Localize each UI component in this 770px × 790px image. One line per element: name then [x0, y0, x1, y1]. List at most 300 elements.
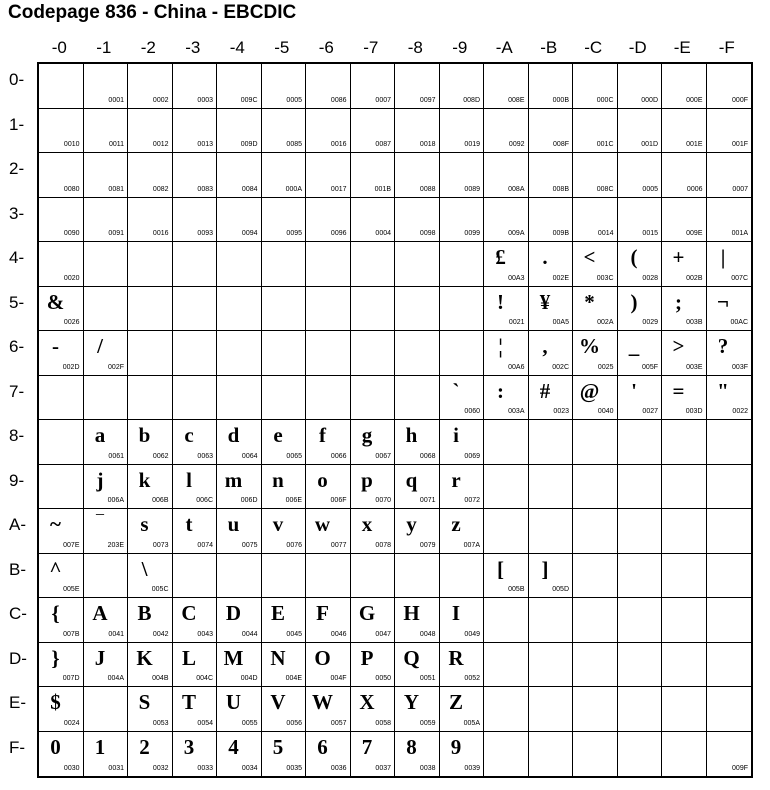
- code-cell: [662, 643, 707, 688]
- cell-glyph: Z: [448, 690, 463, 714]
- cell-unicode-code: 0052: [464, 675, 480, 682]
- code-cell: [128, 420, 173, 465]
- column-header: -B: [540, 38, 558, 57]
- cell-unicode-code: 008B: [552, 185, 569, 193]
- cell-unicode-code: 0073: [152, 541, 169, 549]
- cell-glyph: 5: [272, 734, 284, 759]
- cell-unicode-code: 0049: [464, 630, 480, 638]
- code-cell: [618, 153, 663, 198]
- code-cell: [529, 509, 574, 554]
- cell-glyph: %: [579, 334, 600, 358]
- code-cell: [707, 331, 752, 376]
- cell-unicode-code: 0089: [464, 185, 480, 193]
- code-cell: [707, 287, 752, 332]
- cell-unicode-code: 0096: [330, 230, 347, 237]
- cell-unicode-code: 0065: [286, 452, 302, 460]
- cell-glyph: Y: [403, 690, 420, 714]
- cell-unicode-code: 0019: [464, 141, 480, 148]
- code-cell: [39, 287, 84, 332]
- cell-unicode-code: 0086: [330, 96, 347, 104]
- cell-unicode-code: 0084: [241, 185, 258, 193]
- code-cell: [662, 598, 707, 643]
- code-cell: [484, 732, 529, 777]
- column-header: -2: [140, 38, 156, 57]
- cell-unicode-code: 0047: [375, 630, 391, 638]
- cell-glyph: W: [312, 690, 333, 714]
- cell-unicode-code: 0045: [286, 630, 302, 638]
- column-header: -F: [718, 38, 735, 57]
- cell-glyph: y: [406, 512, 417, 536]
- code-cell: [173, 732, 218, 777]
- code-cell: [217, 331, 262, 376]
- code-cell: [128, 64, 173, 109]
- code-cell: [529, 331, 574, 376]
- column-header: -1: [96, 38, 112, 57]
- code-cell: [440, 198, 485, 243]
- cell-unicode-code: 0039: [464, 765, 480, 772]
- cell-glyph: 6: [317, 734, 328, 759]
- cell-unicode-code: 0032: [152, 765, 169, 772]
- code-cell: [618, 598, 663, 643]
- code-cell: [618, 64, 663, 109]
- code-cell: [39, 465, 84, 510]
- column-header: -A: [495, 38, 513, 57]
- cell-unicode-code: 005D: [552, 586, 569, 593]
- cell-unicode-code: 009C: [240, 96, 258, 104]
- cell-glyph: -: [52, 334, 59, 358]
- cell-unicode-code: 004F: [330, 675, 347, 682]
- code-cell: [529, 554, 574, 599]
- code-cell: [484, 64, 529, 109]
- cell-unicode-code: 001F: [732, 141, 748, 148]
- code-cell: [128, 109, 173, 154]
- cell-unicode-code: 0057: [330, 719, 347, 727]
- code-cell: [217, 465, 262, 510]
- cell-unicode-code: 0095: [286, 230, 302, 237]
- cell-glyph: h: [405, 423, 418, 447]
- cell-glyph: E: [270, 601, 285, 625]
- code-cell: [395, 153, 440, 198]
- code-cell: [128, 153, 173, 198]
- code-cell: [217, 687, 262, 732]
- code-cell: [84, 376, 129, 421]
- cell-glyph: 0: [50, 734, 61, 759]
- code-cell: [529, 153, 574, 198]
- cell-glyph: t: [185, 512, 193, 536]
- column-header: -C: [584, 38, 603, 57]
- cell-glyph: ¥: [539, 289, 551, 314]
- cell-unicode-code: 0099: [464, 230, 480, 237]
- cell-glyph: ,: [542, 334, 548, 358]
- cell-unicode-code: 003C: [596, 274, 614, 282]
- cell-unicode-code: 008C: [596, 185, 614, 193]
- cell-glyph: f: [319, 423, 326, 447]
- code-cell: [39, 687, 84, 732]
- cell-glyph: `: [452, 378, 460, 403]
- code-cell: [262, 153, 307, 198]
- code-cell: [484, 109, 529, 154]
- cell-glyph: j: [96, 467, 104, 492]
- code-cell: [217, 509, 262, 554]
- code-cell: [306, 687, 351, 732]
- cell-unicode-code: 007B: [63, 630, 80, 638]
- code-cell: [217, 420, 262, 465]
- code-cell: [529, 643, 574, 688]
- cell-glyph: !: [497, 289, 504, 314]
- code-cell: [662, 198, 707, 243]
- code-cell: [484, 554, 529, 599]
- cell-unicode-code: 0076: [286, 541, 302, 549]
- cell-unicode-code: 003B: [686, 319, 703, 326]
- code-cell: [484, 420, 529, 465]
- code-cell: [395, 554, 440, 599]
- code-cell: [39, 598, 84, 643]
- cell-unicode-code: 0024: [63, 719, 80, 727]
- code-cell: [128, 376, 173, 421]
- code-cell: [351, 509, 396, 554]
- code-cell: [306, 509, 351, 554]
- cell-unicode-code: 006D: [240, 497, 258, 504]
- cell-unicode-code: 0034: [241, 765, 258, 772]
- cell-glyph: ?: [717, 334, 729, 358]
- code-cell: [39, 420, 84, 465]
- code-cell: [84, 465, 129, 510]
- cell-unicode-code: 0040: [597, 408, 614, 415]
- cell-glyph: 7: [361, 734, 373, 759]
- code-cell: [306, 198, 351, 243]
- code-cell: [84, 509, 129, 554]
- cell-unicode-code: 0071: [419, 497, 436, 504]
- code-cell: [351, 643, 396, 688]
- code-cell: [707, 242, 752, 287]
- code-cell: [573, 242, 618, 287]
- code-cell: [662, 109, 707, 154]
- code-cell: [262, 420, 307, 465]
- code-cell: [395, 331, 440, 376]
- cell-unicode-code: 0028: [642, 274, 658, 282]
- row-header: 6-: [9, 337, 25, 356]
- cell-unicode-code: 007A: [463, 541, 480, 549]
- cell-unicode-code: 0007: [732, 185, 748, 193]
- code-cell: [39, 509, 84, 554]
- code-cell: [662, 465, 707, 510]
- cell-unicode-code: 0058: [375, 719, 391, 727]
- code-cell: [173, 64, 218, 109]
- code-cell: [262, 554, 307, 599]
- code-cell: [217, 598, 262, 643]
- cell-unicode-code: 0037: [375, 765, 391, 772]
- code-cell: [306, 153, 351, 198]
- code-cell: [173, 109, 218, 154]
- code-cell: [440, 420, 485, 465]
- code-cell: [39, 109, 84, 154]
- code-cell: [262, 287, 307, 332]
- cell-glyph: +: [672, 245, 685, 269]
- cell-glyph: I: [451, 601, 461, 625]
- code-cell: [173, 153, 218, 198]
- column-header: -3: [185, 38, 201, 57]
- code-cell: [351, 242, 396, 287]
- code-cell: [262, 509, 307, 554]
- cell-glyph: p: [361, 467, 373, 492]
- cell-glyph: =: [672, 378, 685, 403]
- cell-unicode-code: 0018: [419, 141, 436, 148]
- cell-unicode-code: 009E: [686, 230, 703, 237]
- cell-glyph: c: [184, 423, 194, 447]
- code-cell: [262, 643, 307, 688]
- row-header: 7-: [9, 381, 25, 401]
- cell-unicode-code: 0080: [63, 185, 80, 193]
- code-cell: [84, 732, 129, 777]
- code-cell: [395, 420, 440, 465]
- cell-unicode-code: 0016: [152, 230, 169, 237]
- cell-unicode-code: 0055: [241, 719, 258, 727]
- code-cell: [662, 509, 707, 554]
- code-cell: [262, 198, 307, 243]
- code-cell: [707, 687, 752, 732]
- cell-glyph: k: [138, 467, 151, 492]
- code-cell: [440, 376, 485, 421]
- cell-glyph: a: [94, 423, 106, 447]
- code-cell: [128, 554, 173, 599]
- code-cell: [484, 153, 529, 198]
- cell-glyph: 4: [228, 734, 239, 759]
- cell-glyph: _: [628, 334, 640, 358]
- cell-unicode-code: 006E: [285, 497, 302, 504]
- cell-unicode-code: 003F: [732, 363, 748, 371]
- cell-glyph: $: [50, 690, 61, 714]
- cell-glyph: q: [405, 467, 418, 492]
- code-cell: [173, 331, 218, 376]
- column-header: -D: [628, 38, 647, 57]
- code-cell: [529, 465, 574, 510]
- code-cell: [351, 331, 396, 376]
- code-cell: [84, 242, 129, 287]
- code-cell: [84, 198, 129, 243]
- cell-unicode-code: 0026: [63, 319, 80, 326]
- cell-unicode-code: 009F: [732, 765, 748, 772]
- cell-unicode-code: 005A: [463, 719, 480, 727]
- cell-unicode-code: 0068: [419, 452, 436, 460]
- code-cell: [440, 554, 485, 599]
- row-header: A-: [9, 515, 26, 534]
- cell-unicode-code: 0022: [732, 408, 748, 415]
- cell-unicode-code: 0014: [597, 230, 614, 237]
- code-cell: [618, 287, 663, 332]
- row-header: 8-: [9, 426, 25, 445]
- code-cell: [440, 153, 485, 198]
- code-cell: [662, 732, 707, 777]
- code-cell: [395, 509, 440, 554]
- column-header: -E: [673, 38, 691, 57]
- cell-unicode-code: 006A: [107, 497, 124, 504]
- code-cell: [306, 554, 351, 599]
- code-cell: [351, 598, 396, 643]
- cell-unicode-code: 0077: [330, 541, 347, 549]
- code-cell: [618, 509, 663, 554]
- cell-glyph: m: [224, 467, 243, 492]
- cell-unicode-code: 002B: [686, 274, 703, 282]
- code-cell: [707, 153, 752, 198]
- row-header: C-: [9, 604, 27, 623]
- cell-unicode-code: 0072: [464, 497, 480, 504]
- cell-glyph: ]: [541, 556, 549, 581]
- code-cell: [217, 732, 262, 777]
- cell-glyph: b: [138, 423, 151, 447]
- column-header: -9: [452, 38, 468, 57]
- code-cell: [39, 198, 84, 243]
- cell-unicode-code: 003A: [508, 408, 525, 415]
- code-cell: [618, 109, 663, 154]
- cell-unicode-code: 0060: [464, 408, 480, 415]
- code-cell: [306, 109, 351, 154]
- cell-unicode-code: 0038: [419, 765, 436, 772]
- cell-unicode-code: 000C: [596, 96, 614, 104]
- cell-glyph: ~: [50, 512, 61, 536]
- code-cell: [395, 198, 440, 243]
- code-cell: [395, 242, 440, 287]
- cell-unicode-code: 009D: [240, 141, 258, 148]
- cell-glyph: 9: [450, 734, 462, 759]
- code-cell: [529, 376, 574, 421]
- cell-unicode-code: 001C: [596, 141, 614, 148]
- code-cell: [351, 109, 396, 154]
- code-cell: [84, 687, 129, 732]
- cell-unicode-code: 0027: [642, 408, 658, 415]
- cell-glyph: P: [360, 645, 374, 670]
- code-cell: [707, 198, 752, 243]
- cell-glyph: n: [272, 467, 284, 492]
- cell-unicode-code: 005B: [508, 586, 525, 593]
- code-cell: [217, 64, 262, 109]
- code-cell: [618, 643, 663, 688]
- code-cell: [351, 732, 396, 777]
- cell-glyph: &: [46, 289, 65, 314]
- code-cell: [707, 643, 752, 688]
- code-cell: [573, 376, 618, 421]
- cell-glyph: *: [584, 289, 595, 314]
- cell-unicode-code: 0090: [63, 230, 80, 237]
- code-cell: [84, 287, 129, 332]
- column-header-row: [37, 38, 749, 58]
- cell-glyph: V: [270, 690, 286, 714]
- code-cell: [217, 287, 262, 332]
- cell-glyph: ¬: [717, 289, 729, 314]
- code-cell: [306, 376, 351, 421]
- code-cell: [39, 242, 84, 287]
- code-cell: [484, 687, 529, 732]
- cell-unicode-code: 0042: [152, 630, 169, 638]
- cell-unicode-code: 004E: [285, 675, 302, 682]
- cell-unicode-code: 001A: [731, 230, 748, 237]
- cell-unicode-code: 008D: [463, 96, 480, 104]
- code-cell: [306, 64, 351, 109]
- cell-unicode-code: 0088: [419, 185, 436, 193]
- code-cell: [217, 198, 262, 243]
- code-cell: [662, 331, 707, 376]
- cell-glyph: S: [138, 690, 151, 714]
- cell-glyph: ): [630, 289, 638, 314]
- code-cell: [618, 198, 663, 243]
- code-cell: [440, 732, 485, 777]
- code-cell: [217, 109, 262, 154]
- cell-unicode-code: 0035: [286, 765, 302, 772]
- cell-unicode-code: 0017: [330, 185, 347, 193]
- code-cell: [707, 420, 752, 465]
- code-cell: [573, 198, 618, 243]
- cell-unicode-code: 0048: [419, 630, 436, 638]
- code-cell: [128, 732, 173, 777]
- code-cell: [262, 376, 307, 421]
- cell-unicode-code: 0005: [642, 185, 658, 193]
- cell-glyph: @: [579, 378, 600, 403]
- cell-unicode-code: 006F: [330, 497, 347, 504]
- cell-glyph: B: [137, 601, 152, 625]
- cell-unicode-code: 0078: [375, 541, 391, 549]
- code-cell: [173, 643, 218, 688]
- code-cell: [217, 643, 262, 688]
- cell-unicode-code: 0033: [197, 765, 213, 772]
- cell-glyph: Q: [403, 645, 420, 670]
- page-title: Codepage 836 - China - EBCDIC: [8, 2, 297, 23]
- code-cell: [618, 376, 663, 421]
- cell-unicode-code: 0063: [197, 452, 213, 460]
- cell-unicode-code: 00AC: [730, 319, 748, 326]
- cell-unicode-code: 0046: [330, 630, 347, 638]
- row-header: D-: [9, 648, 27, 668]
- cell-unicode-code: 0091: [108, 230, 124, 237]
- code-cell: [173, 598, 218, 643]
- cell-unicode-code: 0021: [508, 319, 525, 326]
- cell-unicode-code: 0092: [508, 141, 525, 148]
- code-cell: [440, 287, 485, 332]
- code-cell: [39, 376, 84, 421]
- code-cell: [484, 331, 529, 376]
- cell-unicode-code: 0053: [152, 719, 169, 727]
- cell-unicode-code: 0085: [286, 141, 302, 148]
- cell-glyph: D: [225, 601, 242, 625]
- cell-unicode-code: 0029: [642, 319, 658, 326]
- cell-glyph: e: [273, 423, 283, 447]
- code-cell: [573, 732, 618, 777]
- code-cell: [618, 420, 663, 465]
- cell-unicode-code: 0098: [419, 230, 436, 237]
- cell-unicode-code: 0025: [597, 363, 614, 371]
- column-header: -8: [407, 38, 423, 57]
- cell-unicode-code: 003E: [686, 363, 703, 371]
- code-cell: [84, 331, 129, 376]
- cell-glyph: d: [227, 423, 240, 447]
- row-header: 1-: [9, 114, 25, 134]
- cell-unicode-code: 0012: [152, 141, 169, 148]
- cell-unicode-code: 0056: [286, 719, 302, 727]
- code-cell: [529, 287, 574, 332]
- cell-unicode-code: 000E: [686, 96, 703, 104]
- row-header: B-: [9, 559, 26, 579]
- code-cell: [618, 732, 663, 777]
- code-cell: [395, 598, 440, 643]
- cell-glyph: X: [359, 690, 375, 714]
- cell-unicode-code: 007D: [62, 675, 80, 682]
- code-cell: [395, 687, 440, 732]
- code-cell: [440, 465, 485, 510]
- code-cell: [39, 64, 84, 109]
- cell-unicode-code: 004B: [152, 675, 169, 682]
- cell-unicode-code: 002E: [552, 274, 569, 282]
- row-header: 3-: [9, 203, 25, 223]
- cell-unicode-code: 0016: [330, 141, 347, 148]
- row-header: 9-: [9, 470, 25, 490]
